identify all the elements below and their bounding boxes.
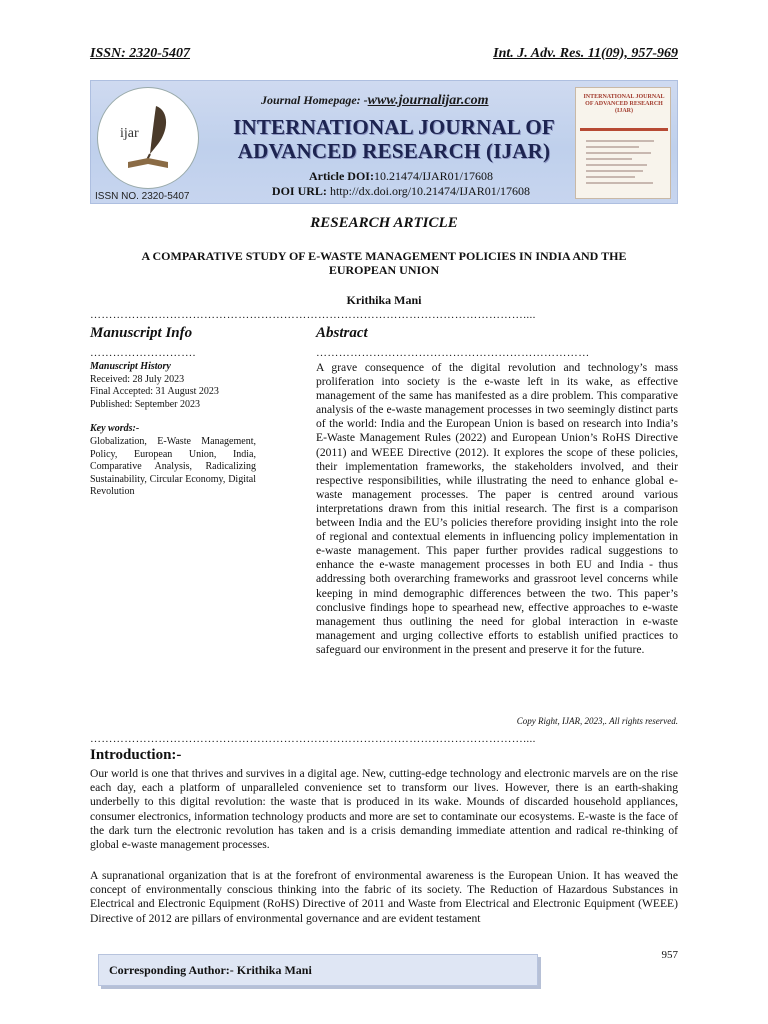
- corresponding-author: Corresponding Author:- Krithika Mani: [109, 963, 312, 977]
- final-accepted-date: Final Accepted: 31 August 2023: [90, 386, 219, 398]
- keywords: Globalization, E-Waste Management, Policy, European Union, India, Comparative Analysis, Radicalizing Sustainability, Circular Economy, Digital Revolution: [90, 435, 256, 498]
- cover-stripe: [580, 128, 668, 131]
- published-date: Published: September 2023: [90, 398, 200, 410]
- manuscript-info-heading: Manuscript Info: [90, 325, 193, 341]
- page-number: 957: [661, 949, 678, 961]
- intro-paragraph: Our world is one that thrives and survives in a digital age. New, cutting-edge technology and electronic marvels are on the rise each day, each a platform of unparalleled convenience set to transform our lives. However, there is an earth-shaking underbelly to this digital revolution: the waste that is produced in its wake. Mounds of discarded household appliances, consumer electronics, information technology products and more are set to contaminate our ecosystems. E-waste is the face of the dark turn the electronic revolution has taken and is a crisis demanding immediate attention and radical re-thinking of global e-waste management processes.: [90, 767, 678, 852]
- paper-title: A COMPARATIVE STUDY OF E-WASTE MANAGEMENT POLICIES IN INDIA AND THE EUROPEAN UNION: [141, 249, 627, 277]
- manuscript-history-label: Manuscript History: [90, 361, 171, 372]
- journal-reference: Int. J. Adv. Res. 11(09), 957-969: [493, 46, 678, 61]
- journal-homepage: [261, 93, 489, 109]
- issn-header: ISSN: 2320-5407: [90, 46, 190, 61]
- journal-title: INTERNATIONAL JOURNAL OF ADVANCED RESEARCH (IJAR): [233, 115, 555, 163]
- abstract-heading: Abstract: [316, 325, 368, 341]
- divider: ……………………………………………………………………………………………………....: [90, 733, 536, 745]
- doi-block: [241, 169, 561, 199]
- introduction-heading: Introduction:-: [90, 747, 182, 763]
- received-date: Received: 28 July 2023: [90, 373, 185, 385]
- divider: ………………………………………………………………: [316, 347, 590, 359]
- cover-title: INTERNATIONAL JOURNAL OF ADVANCED RESEARCH (IJAR): [583, 94, 665, 114]
- manuscript-info: [90, 361, 256, 499]
- article-type: RESEARCH ARTICLE: [310, 215, 458, 231]
- author-name: Krithika Mani: [346, 293, 422, 307]
- doi-url-label: DOI URL:: [271, 184, 327, 198]
- intro-paragraph: A supranational organization that is at the forefront of environmental awareness is the European Union. It has weaved the concept of environmentally conscious thinking into the fabric of its society. The Reduction of Hazardous Substances in Electrical and Electronic Equipment (RoHS) Directive of 2011 and Waste from Electrical and Electronic Equipment (WEEE) Directive of 2012 are pillars of environmental governance and are evident testament: [90, 869, 678, 925]
- journal-banner: [90, 80, 678, 204]
- corresponding-author-box: [98, 954, 538, 986]
- doi-url-link[interactable]: http://dx.doi.org/10.21474/IJAR01/17608: [329, 184, 531, 198]
- journal-cover-image: [575, 87, 671, 199]
- abstract-text: A grave consequence of the digital revolution and technology’s mass proliferation into society is the e-waste left in its wake, as effective management of the same has manifested as a dire problem. This comparative analysis of the e-waste management processes in two seemingly distinct parts of the world: India and the European Union is based on research into India’s E-Waste Management Rules (2022) and European Union’s RoHS Directive (2011) and WEEE Directive (2012). It explores the scope of these policies, their implementation frameworks, the stakeholders involved, and their respective responsibilities, while illustrating the need to enhance global e-waste management processes. The paper is centred around various interpretations drawn from this initial research. The first is a comparison between India and the EU’s policies therefore providing insight into the role of regional and contextual elements in influencing policy implementation in e-waste management. This paper further provides radical suggestions to enhance the e-waste management processes in both EU and India - thus addressing both overarching frameworks and grassroot level concerns while keeping in mind demographic differences between the two. This paper’s conclusive findings hope to spearhead new, effective approaches to e-waste management thus outlining the need for global interaction in e-waste management and urging collective efforts to establish unified practices to safeguard our environment in the present and preserve it for the future.: [316, 361, 678, 656]
- divider: ……………………………………………………………………………………………………....: [90, 309, 536, 321]
- logo-issn: ISSN NO. 2320-5407: [95, 191, 190, 202]
- quill-icon: [98, 88, 198, 188]
- copyright-notice: Copy Right, IJAR, 2023,. All rights reserved.: [516, 716, 678, 726]
- keywords-label: Key words:-: [90, 423, 140, 435]
- journal-logo: [97, 87, 199, 189]
- doi-value: 10.21474/IJAR01/17608: [373, 169, 493, 183]
- cover-text-lines: [586, 140, 662, 188]
- homepage-label: Journal Homepage: -: [261, 93, 368, 107]
- logo-text: ijar: [120, 126, 139, 141]
- doi-label: Article DOI:: [309, 169, 374, 183]
- divider: ……………………….: [90, 347, 196, 359]
- homepage-link[interactable]: www.journalijar.com: [367, 93, 489, 108]
